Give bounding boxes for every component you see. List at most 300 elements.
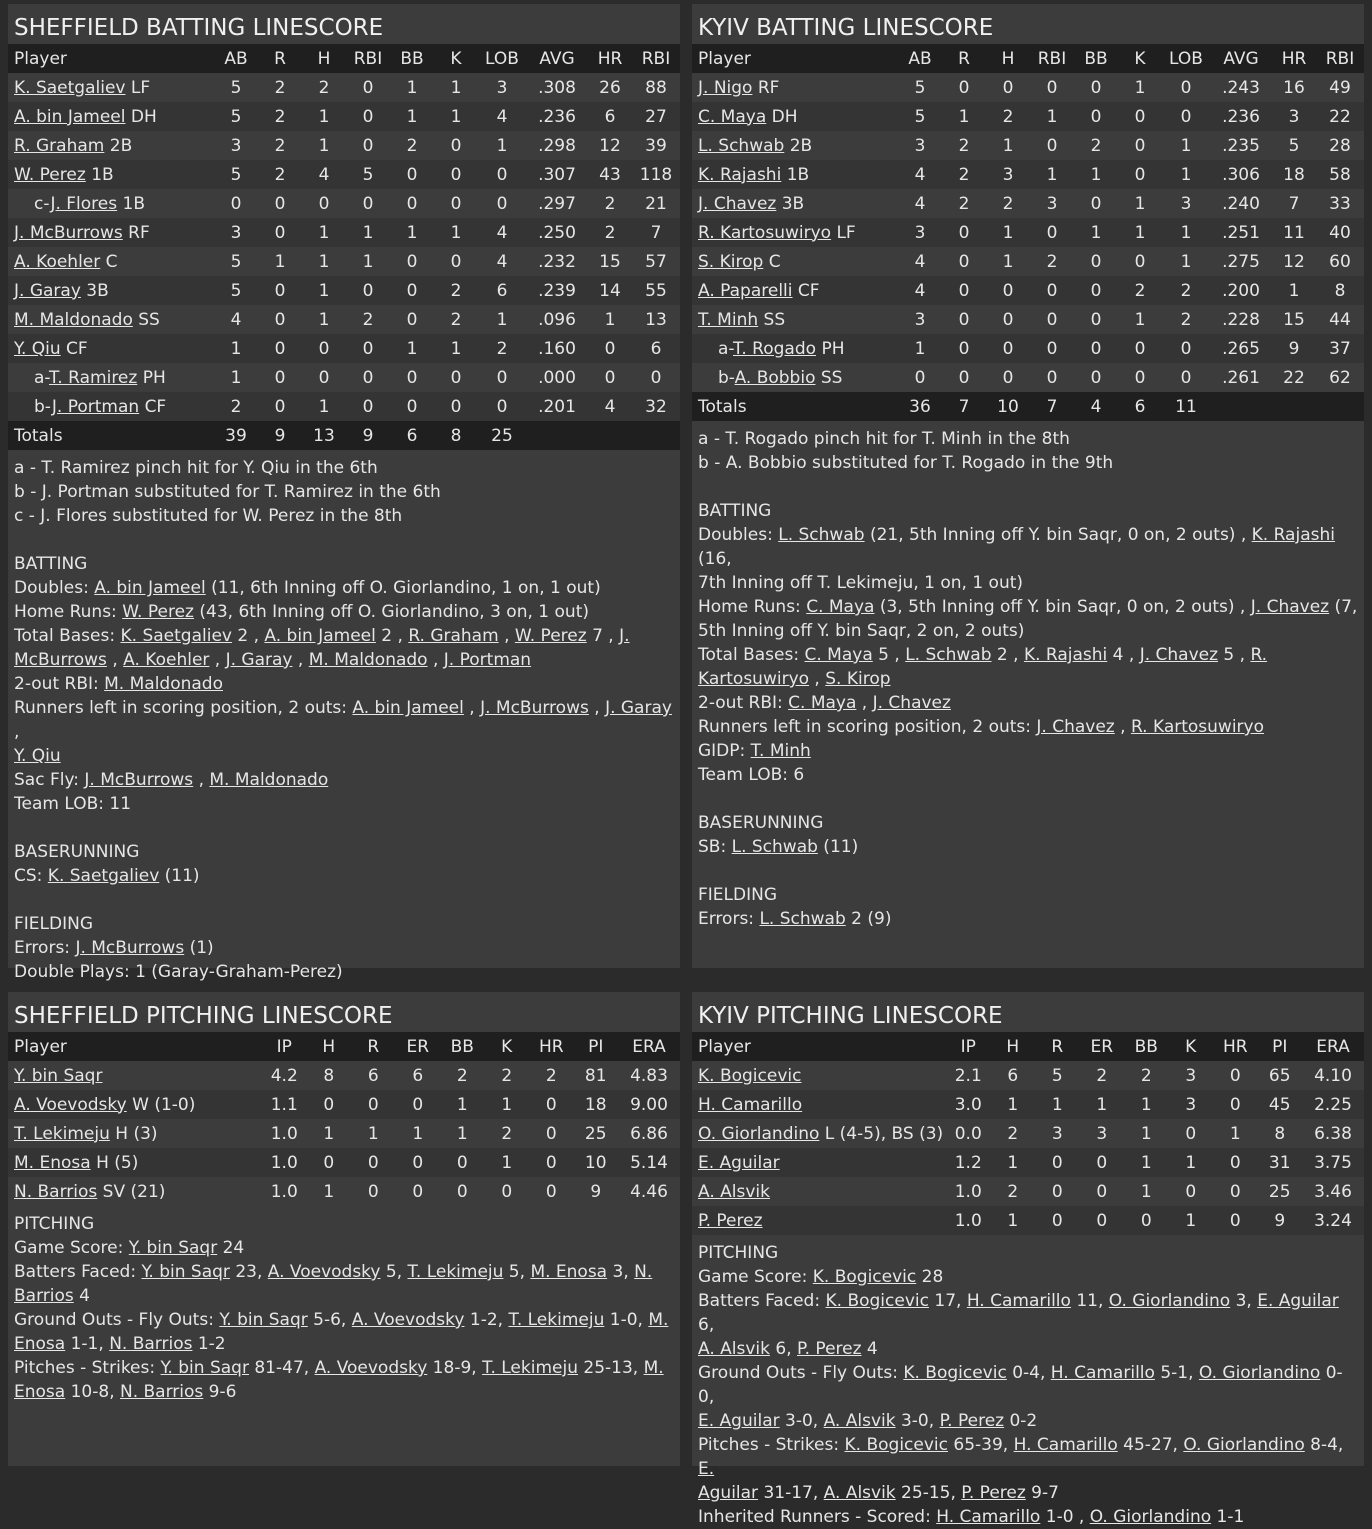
pitcher-link[interactable]: T. Lekimeju [14,1123,110,1144]
note-line [14,744,674,768]
stat-cell: 1 [1180,251,1192,272]
stat-cell: .298 [538,135,576,156]
stat-cell: 13 [645,309,667,330]
player-link[interactable]: A. bin Jameel [264,626,376,646]
player-link[interactable]: W. Perez [122,602,194,622]
table-header-row [8,44,680,73]
note-text: (21, 5th Inning off Y. bin Saqr, 0 on, 2 outs) , [864,525,1252,545]
batting-table [692,44,1364,421]
note-line [14,864,674,888]
stat-cell: 1 [991,1148,1036,1177]
stat-cell: 1.0 [262,1148,307,1177]
stat-cell: 25 [1268,1181,1291,1202]
player-link[interactable]: K. Bogicevic [844,1435,948,1455]
player-link[interactable]: P. Perez [961,1483,1026,1503]
player-link[interactable]: A. Bobbio [734,367,816,388]
player-link[interactable]: M. [648,1310,669,1330]
column-header: ERA [618,1032,680,1061]
note-line [698,427,1358,451]
stat-cell: 6 [478,276,526,305]
player-link[interactable]: C. Maya [804,645,873,665]
stat-cell: 1 [604,309,616,330]
player-link[interactable]: Y. Qiu [14,338,61,359]
player-link[interactable]: E. Aguilar [1257,1291,1339,1311]
player-link[interactable]: J. Portman [51,396,140,417]
stat-cell: 4 [230,309,242,330]
pitcher-link[interactable]: A. Voevodsky [14,1094,127,1115]
note-text: Runners left in scoring position, 2 outs: [14,698,353,718]
note-line [698,1289,1358,1337]
player-link[interactable]: M. Enosa [530,1262,608,1282]
player-link[interactable]: T. Lekimeju [407,1262,504,1282]
sub-prefix: a- [718,338,733,359]
stat-cell: 0 [274,309,286,330]
player-link[interactable]: Enosa [14,1382,66,1402]
player-link[interactable]: L. Schwab [759,909,846,929]
panel-title: KYIV PITCHING LINESCORE [698,1003,1003,1029]
note-line [14,624,674,648]
stat-cell: .261 [1222,367,1260,388]
stat-cell: 0 [406,367,418,388]
player-link[interactable]: J. [619,626,630,646]
stat-cell: 32 [632,392,680,421]
stat-cell: 0 [604,367,616,388]
stat-cell: 1 [318,309,330,330]
stat-cell: 1 [390,218,434,247]
stat-cell: 0 [406,309,418,330]
stat-cell: 0 [456,1181,468,1202]
player-link[interactable]: J. Chavez [698,193,777,214]
stat-cell: 1 [1030,160,1074,189]
note-line [14,1332,674,1356]
stat-cell: 1 [230,367,242,388]
note-text: 5-1, [1154,1363,1199,1383]
player-link[interactable]: Y. Qiu [14,746,61,766]
player-link[interactable]: A. Alsvik [698,1339,770,1359]
player-link[interactable]: R. [1250,645,1268,665]
note-text: b - A. Bobbio substituted for T. Rogado in the 9th [698,453,1114,473]
player-link[interactable]: T. Minh [698,309,759,330]
stat-cell: 0 [1180,367,1192,388]
note-text: , [1114,717,1131,737]
stat-cell: 27 [632,102,680,131]
stat-cell: 12 [599,135,621,156]
stat-cell: 8 [1274,1123,1286,1144]
stat-cell: 1.1 [262,1090,307,1119]
note-text: (11) [817,837,859,857]
stat-cell: 3 [1051,1123,1063,1144]
player-link[interactable]: A. bin Jameel [352,698,464,718]
player-link[interactable]: K. Rajashi [698,164,782,185]
player-position: CF [797,280,820,301]
pitcher-decision: H (5) [90,1152,139,1173]
note-line [698,523,1358,571]
stat-cell: 1 [1134,77,1146,98]
stat-cell: 5 [214,102,258,131]
player-cell [8,73,214,102]
pitcher-cell [8,1090,262,1119]
note-line [698,859,1358,883]
column-header: ER [1080,1032,1125,1061]
player-link[interactable]: O. Giorlandino [1089,1507,1212,1527]
table-row [692,1090,1364,1119]
player-link[interactable]: K. Rajashi [1251,525,1335,545]
stat-cell: 39 [645,135,667,156]
player-link[interactable]: McBurrows [14,650,107,670]
stat-cell: 65 [1268,1065,1291,1086]
player-link[interactable]: J. Chavez [872,693,951,713]
player-cell [8,247,214,276]
player-link[interactable]: M. Maldonado [308,650,428,670]
pitcher-link[interactable]: O. Giorlandino [698,1123,820,1144]
player-link[interactable]: K. Bogicevic [812,1267,917,1287]
stat-cell: 7 [632,218,680,247]
player-link[interactable]: O. Giorlandino [1108,1291,1231,1311]
stat-cell: 3 [914,309,926,330]
note-line [14,504,674,528]
totals-cell: 39 [214,421,258,450]
pitcher-link[interactable]: E. Aguilar [698,1152,780,1173]
player-cell [692,73,898,102]
stat-cell: .235 [1222,135,1260,156]
note-text: , [209,650,226,670]
player-position: LF [130,77,151,98]
stat-cell: 6 [1007,1065,1019,1086]
player-link[interactable]: Y. bin Saqr [141,1262,230,1282]
stat-cell: 1 [274,251,286,272]
stat-cell: 3.24 [1302,1206,1364,1235]
stat-cell: 0 [478,392,526,421]
player-position: CF [144,396,167,417]
stat-cell: 0 [406,193,418,214]
player-link[interactable]: Enosa [14,1334,66,1354]
stat-cell: 4.10 [1314,1065,1352,1086]
player-link[interactable]: T. Lekimeju [508,1310,605,1330]
stat-cell: 0 [1046,309,1058,330]
player-link[interactable]: J. McBurrows [14,222,123,243]
note-line [698,883,1358,907]
pitcher-link[interactable]: P. Perez [698,1210,763,1231]
stat-cell: 2 [545,1065,557,1086]
stat-cell: 1 [362,251,374,272]
player-link[interactable]: L. Schwab [905,645,992,665]
stat-cell: 0 [1002,309,1014,330]
column-header: BB [440,1032,485,1061]
stat-cell: 55 [632,276,680,305]
player-link[interactable]: K. Saetgaliev [47,866,160,886]
player-link[interactable]: J. McBurrows [84,770,194,790]
table-row [692,363,1364,392]
player-link[interactable]: R. Graham [408,626,499,646]
stat-cell: 0 [1229,1181,1241,1202]
column-header: H [991,1032,1036,1061]
stat-cell: 0 [1118,160,1162,189]
pitcher-cell [692,1061,946,1090]
player-link[interactable]: R. Kartosuwiryo [1130,717,1264,737]
player-link[interactable]: J. Chavez [1250,597,1330,617]
note-text: 3-0, [779,1411,824,1431]
stat-cell: 3 [214,218,258,247]
stat-cell: 0 [914,367,926,388]
player-link[interactable]: A. Koehler [14,251,101,272]
stat-cell: 2 [501,1123,513,1144]
player-link[interactable]: W. Perez [14,164,86,185]
note-text: 5, [380,1262,408,1282]
stat-cell: 1 [1140,1181,1152,1202]
stat-cell: 3.0 [946,1090,991,1119]
player-link[interactable]: Kartosuwiryo [698,669,810,689]
stat-cell: 1 [1169,1148,1214,1177]
column-header: H [302,44,346,73]
player-link[interactable]: C. Maya [788,693,857,713]
note-line [14,456,674,480]
column-header: RBI [346,44,390,73]
player-link[interactable]: N. Barrios [120,1382,204,1402]
player-link[interactable]: J. Chavez [1036,717,1115,737]
stat-cell: 0 [351,1090,396,1119]
stat-cell: 0 [1134,135,1146,156]
player-cell [692,334,898,363]
player-link[interactable]: A. Alsvik [823,1483,896,1503]
stat-cell: 2 [456,1065,468,1086]
pitcher-link[interactable]: A. Alsvik [698,1181,770,1202]
table-row [692,305,1364,334]
stat-cell: 3 [1169,1090,1214,1119]
column-header: BB [1074,44,1118,73]
player-link[interactable]: S. Kirop [825,669,891,689]
kyiv-pitching-panel [692,992,1364,1527]
stat-cell: 1 [1035,1090,1080,1119]
note-text: 2-out RBI: [698,693,789,713]
stat-cell: 0 [1035,1206,1080,1235]
stat-cell: 0 [440,1148,485,1177]
player-link[interactable]: K. Saetgaliev [14,77,126,98]
stat-cell: 44 [1329,309,1351,330]
player-link[interactable]: A. Voevodsky [351,1310,465,1330]
note-text: FIELDING [14,914,93,934]
player-link[interactable]: A. Alsvik [823,1411,896,1431]
stat-cell: 26 [599,77,621,98]
player-link[interactable]: J. McBurrows [75,938,185,958]
stat-cell: 0 [588,334,632,363]
player-link[interactable]: Y. bin Saqr [160,1358,249,1378]
player-link[interactable]: M. [643,1358,664,1378]
stat-cell: 1 [898,334,942,363]
player-link[interactable]: Aguilar [698,1483,759,1503]
note-line [698,619,1358,643]
note-text: CS: [14,866,48,886]
stat-cell: 2 [1002,193,1014,214]
player-link[interactable]: L. Schwab [698,135,785,156]
player-cell [8,131,214,160]
stat-cell: .307 [526,160,588,189]
note-line [698,763,1358,787]
note-text: (11, 6th Inning off O. Giorlandino, 1 on, 1 out) [205,578,601,598]
note-text: Double Plays: 1 (Garay-Graham-Perez) [14,962,343,982]
column-header: K [1169,1032,1214,1061]
player-link[interactable]: E. Aguilar [698,1411,780,1431]
pitcher-cell [692,1148,946,1177]
batting-notes [692,421,1364,931]
player-link[interactable]: N. Barrios [109,1334,193,1354]
player-link[interactable]: Barrios [14,1286,74,1306]
note-text: b - J. Portman substituted for T. Ramirez in the 6th [14,482,441,502]
player-link[interactable]: A. Voevodsky [314,1358,428,1378]
stat-cell: .265 [1210,334,1272,363]
player-link[interactable]: W. Perez [514,626,587,646]
player-link[interactable]: H. Camarillo [936,1507,1041,1527]
player-link[interactable]: J. Portman [443,650,532,670]
column-header: Player [8,44,214,73]
note-text: (3, 5th Inning off Y. bin Saqr, 0 on, 2 outs) , [874,597,1251,617]
player-link[interactable]: Y. bin Saqr [128,1238,218,1258]
note-line [14,936,674,960]
player-link[interactable]: N. [634,1262,653,1282]
note-text: 4 [861,1339,878,1359]
stat-cell: 0 [1030,276,1074,305]
player-link[interactable]: H. Camarillo [1013,1435,1118,1455]
stat-cell: 2 [1090,135,1102,156]
note-text: 2 , [375,626,409,646]
stat-cell: 4 [588,392,632,421]
kyiv-batting-panel [692,4,1364,968]
column-header: R [258,44,302,73]
table-row [8,305,680,334]
player-link[interactable]: S. Kirop [698,251,764,272]
note-text: 1-1, [65,1334,110,1354]
player-link[interactable]: R. Graham [14,135,105,156]
player-link[interactable]: J. Chavez [1139,645,1219,665]
note-text: 5-6, [307,1310,352,1330]
note-text: Ground Outs - Fly Outs: [14,1310,220,1330]
note-text: Batters Faced: [14,1262,142,1282]
stat-cell: 0 [1090,193,1102,214]
player-position: DH [771,106,798,127]
pitcher-decision: L (4-5), BS (3) [819,1123,944,1144]
player-link[interactable]: A. Voevodsky [267,1262,381,1282]
player-link[interactable]: M. Maldonado [14,309,133,330]
player-link[interactable]: A. bin Jameel [94,578,206,598]
table-row [692,160,1364,189]
stat-cell: 3.75 [1302,1148,1364,1177]
stat-cell: 10 [574,1148,619,1177]
stat-cell: 1 [1162,218,1210,247]
pitcher-link[interactable]: K. Bogicevic [698,1065,802,1086]
player-link[interactable]: K. Bogicevic [825,1291,929,1311]
pitcher-link[interactable]: H. Camarillo [698,1094,803,1115]
player-link[interactable]: K. Rajashi [1023,645,1108,665]
note-text: 5th Inning off Y. bin Saqr, 2 on, 2 outs) [698,621,1025,641]
pitcher-link[interactable]: N. Barrios [14,1181,98,1202]
player-link[interactable]: C. Maya [698,106,767,127]
stat-cell: 60 [1329,251,1351,272]
note-text: Total Bases: [14,626,121,646]
note-line [14,1356,674,1380]
stat-cell: 0 [1213,1206,1258,1235]
player-link[interactable]: T. Minh [750,741,811,761]
player-link[interactable]: T. Rogado [733,338,817,359]
player-link[interactable]: J. Nigo [698,77,753,98]
player-link[interactable]: J. McBurrows [480,698,589,718]
player-link[interactable]: J. Garay [14,280,81,301]
stat-cell: 0 [1134,367,1146,388]
player-link[interactable]: R. Kartosuwiryo [698,222,832,243]
stat-cell: 0 [450,251,462,272]
stat-cell: .243 [1222,77,1260,98]
pitcher-link[interactable]: M. Enosa [14,1152,91,1173]
player-link[interactable]: H. Camarillo [966,1291,1071,1311]
stat-cell: .201 [526,392,588,421]
stat-cell: 8 [323,1065,335,1086]
pitching-notes [8,1206,680,1404]
player-link[interactable]: H. Camarillo [1050,1363,1155,1383]
player-link[interactable]: L. Schwab [778,525,865,545]
totals-cell: 9 [258,421,302,450]
stat-cell: 28 [1329,135,1351,156]
player-link[interactable]: K. Saetgaliev [120,626,232,646]
player-position: 2B [109,135,133,156]
note-text: 3-0, [895,1411,940,1431]
player-link[interactable]: O. Giorlandino [1198,1363,1321,1383]
table-row [8,1148,680,1177]
stat-cell: 6.38 [1314,1123,1352,1144]
player-link[interactable]: T. Ramirez [49,367,138,388]
column-header: RBI [1030,44,1074,73]
pitcher-cell [692,1119,946,1148]
stat-cell: 12 [1283,251,1305,272]
note-line [14,912,674,936]
table-row [8,102,680,131]
player-link[interactable]: T. Lekimeju [482,1358,578,1378]
note-text: 1-2 [192,1334,226,1354]
note-text: Doubles: [698,525,779,545]
player-link[interactable]: J. Garay [225,650,293,670]
note-line [14,552,674,576]
player-link[interactable]: P. Perez [939,1411,1005,1431]
player-link[interactable]: L. Schwab [731,837,818,857]
stat-cell: 0 [318,193,330,214]
stat-cell: 0 [1213,1090,1258,1119]
player-link[interactable]: Y. bin Saqr [219,1310,308,1330]
totals-cell: 6 [1118,392,1162,421]
stat-cell: .275 [1222,251,1260,272]
stat-cell: 1.2 [946,1148,991,1177]
stat-cell: 0 [496,193,508,214]
table-row [8,363,680,392]
stat-cell: 2 [362,309,374,330]
stat-cell: 2 [501,1065,513,1086]
player-link[interactable]: C. Maya [806,597,875,617]
player-link[interactable]: E. [698,1459,715,1479]
player-link[interactable]: P. Perez [797,1339,862,1359]
player-link[interactable]: J. Garay [605,698,672,718]
player-link[interactable]: M. Maldonado [209,770,329,790]
note-text: Total Bases: [698,645,805,665]
player-link[interactable]: A. bin Jameel [14,106,126,127]
stat-cell: 1 [496,309,508,330]
player-link[interactable]: O. Giorlandino [1183,1435,1305,1455]
totals-cell [526,421,588,450]
player-cell [692,247,898,276]
player-link[interactable]: K. Bogicevic [903,1363,1007,1383]
note-line [698,1265,1358,1289]
stat-cell: 49 [1329,77,1351,98]
player-link[interactable]: J. Flores [50,193,118,214]
player-link[interactable]: A. Paparelli [698,280,793,301]
player-link[interactable]: A. Koehler [123,650,210,670]
pitcher-link[interactable]: Y. bin Saqr [14,1065,103,1086]
player-link[interactable]: M. Maldonado [104,674,223,694]
